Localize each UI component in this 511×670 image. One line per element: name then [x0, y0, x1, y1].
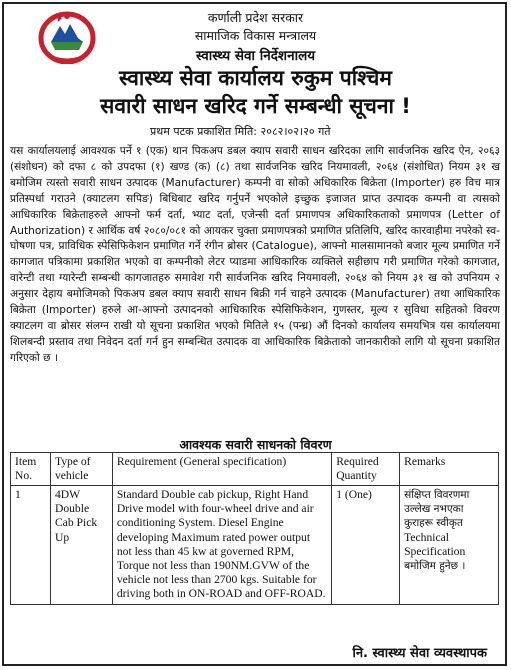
header-remarks: Remarks [400, 453, 499, 486]
remarks-nepali: संक्षिप्त विवरणमा उल्लेख नभएका कुराहरू स्वीकृत [404, 489, 470, 530]
table-row [11, 486, 499, 605]
remarks-english: Technical Specification [404, 530, 466, 558]
table-header-row [11, 453, 499, 486]
signature-line: नि. स्वास्थ्य सेवा व्यवस्थापक [352, 646, 487, 661]
cell-remarks [400, 486, 499, 605]
remarks-end: बमोजिम हुनेछ । [404, 560, 466, 573]
cell-item-no: 1 [11, 486, 51, 605]
cell-quantity: 1 (One) [332, 486, 400, 605]
vehicle-spec-table [10, 452, 499, 605]
directorate-name: स्वास्थ्य सेवा निर्देशनालय [195, 48, 316, 64]
province-name: कर्णाली प्रदेश सरकार [207, 10, 304, 25]
notice-body: यस कार्यालयलाई आवश्यक पर्ने १ (एक) थान पिकअप डबल क्याप सवारी साधन खरिदका लागि सार्वजनिक खरिद ऐन, २०६३ (संशोधन) को दफा ८ को उपदफा (१) खण्ड (क) (८) तथा सार्वजनिक खरिद नियमावली, २०६४ (संशोधित) नियम ३१ ख बमोजिम त्यस्तो सवारी साधन उत्पादक (Manufacturer) कम्पनी वा सोको अधिकारिक बिक्रेता (Importer) हरु विच मात्र प्रतिस्पर्धा गराउने (क्याटलग सपिङ) बिधिबाट खरिद गर्नुपर्ने भएकोले इच्छुक इजाजत प्राप्त उत्पादक कम्पनी वा त्यसको आधिकारिक बिक्रेताहरुले आफ्नो फर्म दर्ता, भ्याट दर्ता, एजेन्सी दर्ता प्रमाणपत्र अधिकारिकताको प्रमाणपत्र (Letter of Authorization) र आर्थिक वर्ष २०८०/०८१ को आयकर चुक्ता प्रमाणपत्रको प्रमाणित प्रतिलिपि, खरिद कारवाहीमा नपरेको स्व-घोषणा पत्र, प्राविधिक स्पेसिफिकेशन प्रमाणित गर्ने रंगीन ब्रोसर (Catalogue), आफ्नो मालसामानको बजार मूल्य प्रमाणित गर्ने कागजात पत्रिकामा प्रकाशित भएको वा कम्पनीको लेटर प्याडमा आधिकारिक व्यक्तिले सहीछाप गरी प्रमाणित गरेको कागजात, वारेन्टी तथा ग्यारेन्टी सम्बन्धी कागजातहरु समावेश गरी सार्वजनिक खरिद नियमावली, २०६४ को नियम ३१ ख को उपनियम २ अनुसार देहाय बमोजिमको पिकअप डबल क्याप सवारी साधन बिक्री गर्न चाहने उत्पादक (Manufacturer) तथा आधिकारिक बिक्रेता (Importer) हरुले आ-आफ्नो उत्पादनको आधिकारिक स्पेसिफिकेशन, गुणस्तर, मूल्य र सुविधा सहितको विवरण क्याटलग वा ब्रोसर संलग्न राखी यो सूचना प्रकाशित भएको मितिले १५ (पन्ध्र) औं दिनको कार्यालय समयभित्र यस कार्यालयमा शिलबन्दी प्रस्ताव तथा निवेदन दर्ता गर्न हुन सम्बन्धित उत्पादक वा आधिकारिक बिक्रेताको जानकारीको लागि यो सूचना प्रकाशित गरिएको छ । [10, 145, 500, 364]
publish-date: प्रथम पटक प्रकाशित मिति: २०८२।०२।२० गते [150, 125, 331, 138]
header-vehicle-type: Type of vehicle [50, 453, 112, 486]
header-requirement: Requirement (General specification) [112, 453, 331, 486]
notice-title: सवारी साधन खरिद गर्ने सम्बन्धी सूचना ! [100, 94, 411, 118]
ministry-name: सामाजिक विकास मन्त्रालय [194, 28, 317, 43]
header-quantity: Required Quantity [332, 453, 400, 486]
header-item-no: Item No. [11, 453, 51, 486]
section-title: आवश्यक सवारी साधनको विवरण [179, 437, 332, 452]
cell-vehicle-type: 4DW Double Cab Pick Up [50, 486, 112, 605]
office-title: स्वास्थ्य सेवा कार्यालय रुकुम पश्चिम [119, 66, 392, 90]
cell-requirement: Standard Double cab pickup, Right Hand Drive model with four-wheel drive and air conditioning System. Diesel Engine developing Maximum rated power output not less than 45 kw at governed RPM, Torque not less than 190NM.GVW of the vehicle not less than 2700 kgs. Suitable for driving both in ON-ROAD and OFF-ROAD. [112, 486, 331, 605]
